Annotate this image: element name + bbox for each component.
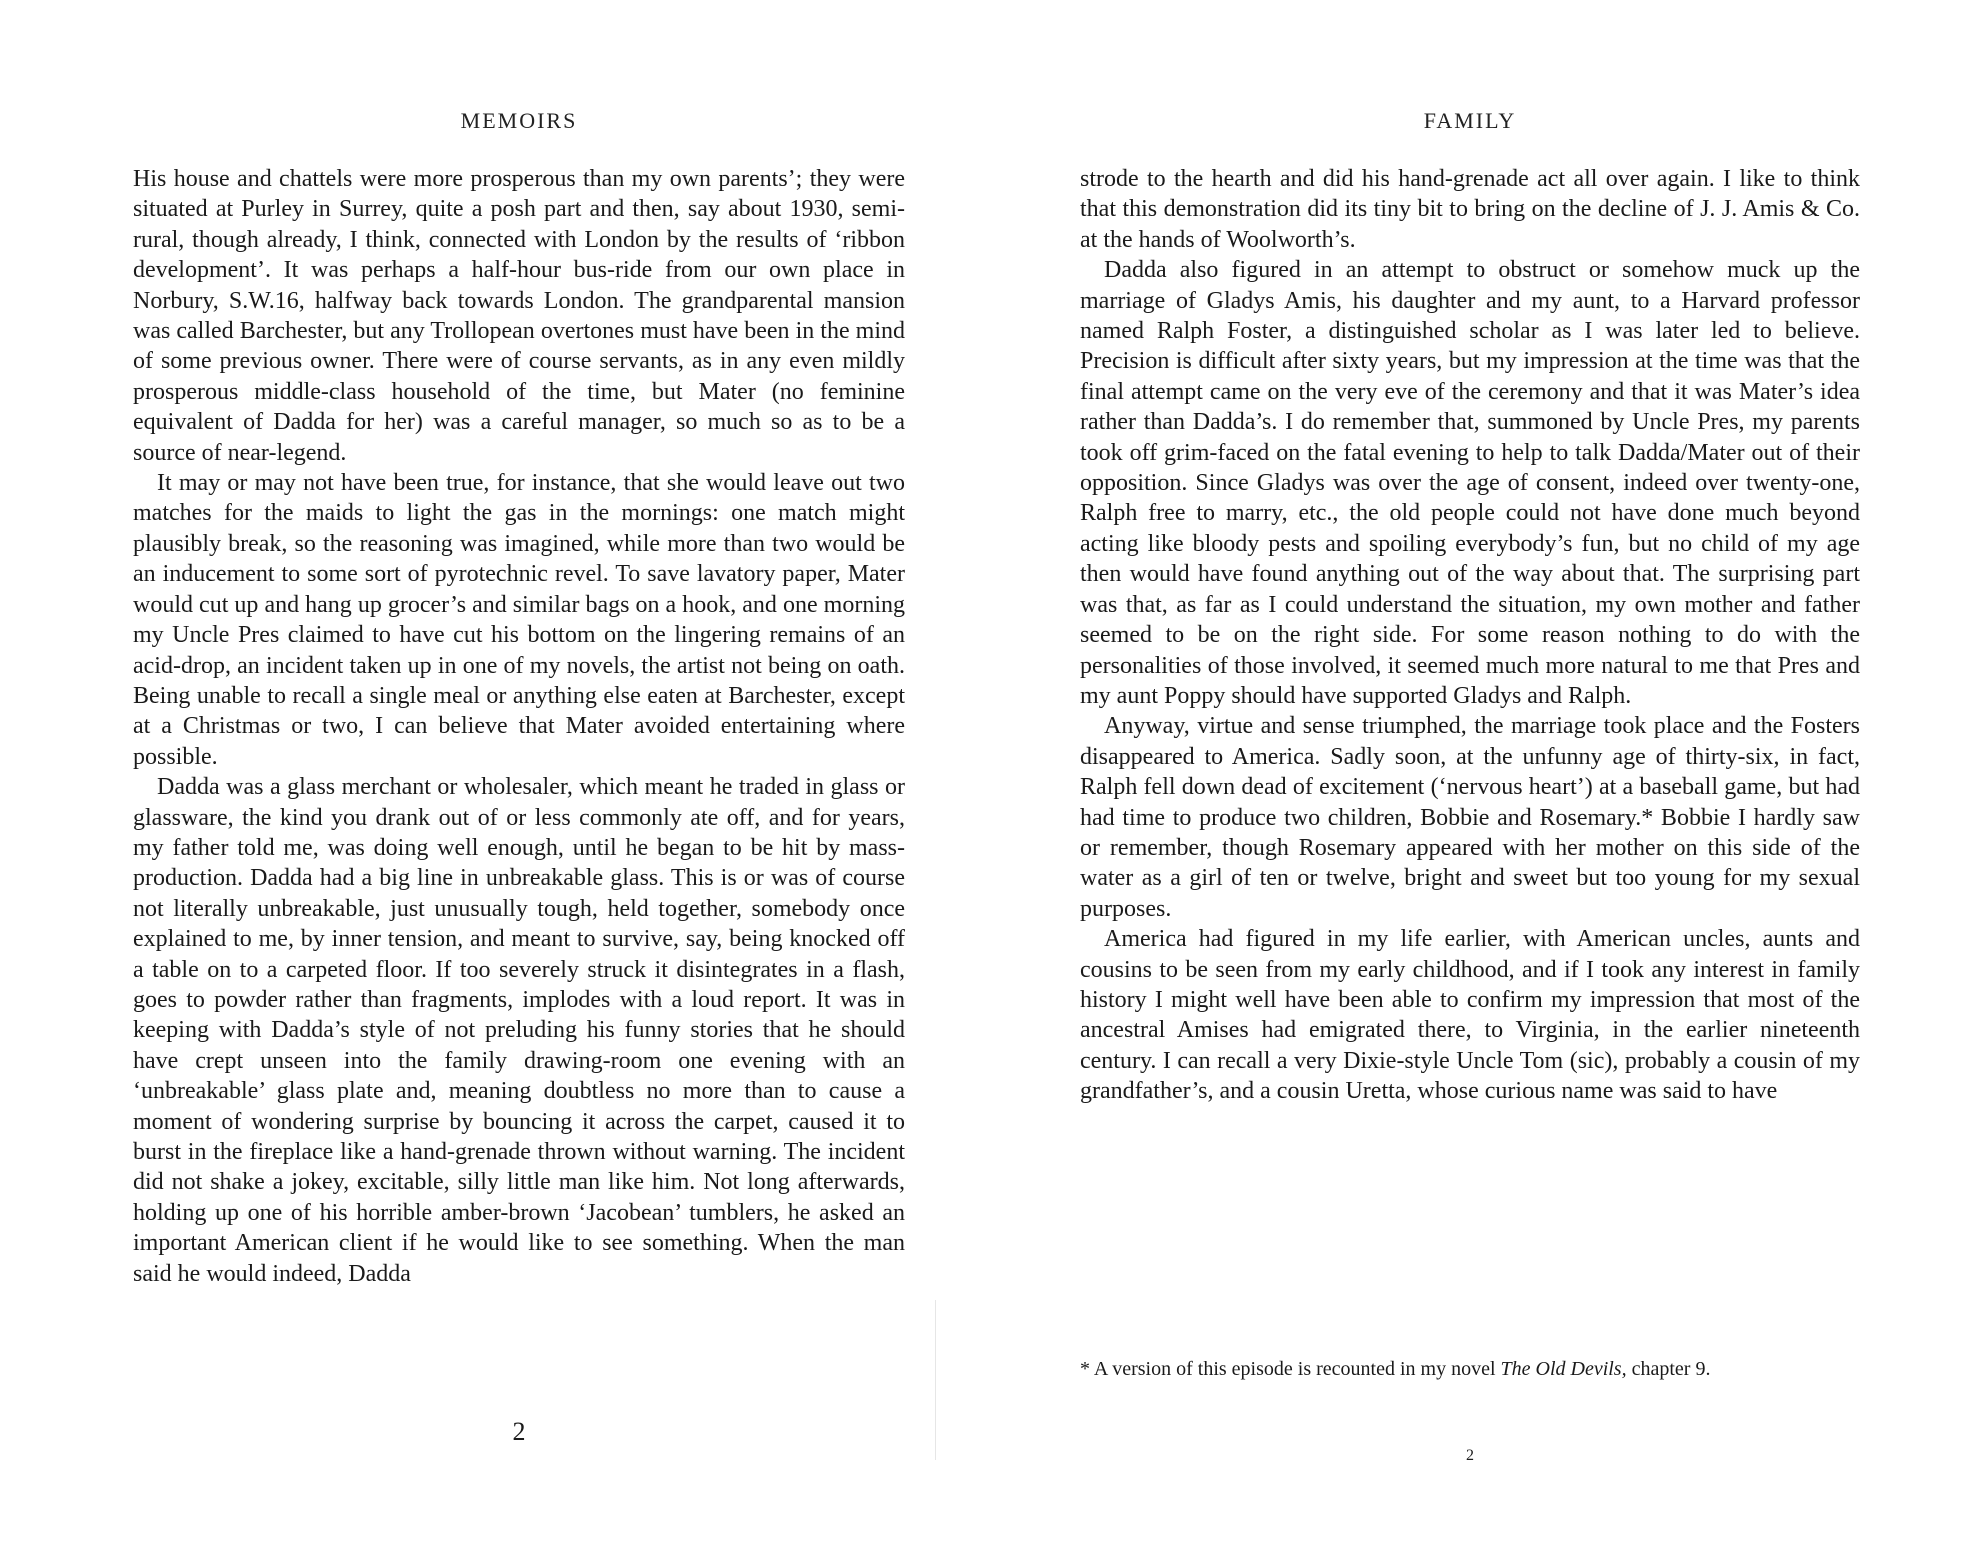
footnote-book-title: The Old Devils, [1500,1358,1627,1380]
paragraph: Anyway, virtue and sense triumphed, the marriage took place and the Fosters disappeared to America. Sadly soon, at the unfunny age of thirty-six, in fact, Ralph fell down dead of excitement (‘nervous heart’) at a baseball game, but had had time to produce two children, Bobbie and Rosemary.* Bobbie I hardly saw or remember, though Rosemary appeared with her mother on this side of the water as a girl of ten or twelve, bright and sweet but too young for my sexual purposes. [1080,713,1860,922]
paragraph: It may or may not have been true, for instance, that she would leave out two matches for the maids to light the gas in the mornings: one match might plausibly break, so the reasoning was imagined, while more than two would be an inducement to some sort of pyrotechnic revel. To save lavatory paper, Mater would cut up and hang up grocer’s and similar bags on a hook, and one morning my Uncle Pres claimed to have cut his bottom on the lingering remains of an acid-drop, an incident taken up in one of my novels, the artist not being on oath. Being unable to recall a single meal or anything else eaten at Barchester, except at a Christmas or two, I can believe that Mater avoided entertaining where possible. [133,470,905,770]
right-page-body [1080,164,1860,1107]
running-head-left: MEMOIRS [460,108,578,133]
right-page [960,0,1963,1541]
page-number-left: 2 [512,1417,526,1446]
paragraph: Dadda was a glass merchant or wholesaler, which meant he traded in glass or glassware, the kind you drank out of or less commonly ate off, and for years, my father told me, was doing well enough, until he began to be hit by mass-production. Dadda had a big line in unbreakable glass. This is or was of course not literally unbreakable, just unusually tough, held together, somebody once explained to me, by inner tension, and meant to survive, say, being knocked off a table on to a carpeted floor. If too severely struck it disintegrates in a flash, goes to powder rather than fragments, implodes with a loud report. It was in keeping with Dadda’s style of not preluding his funny stories that he should have crept unseen into the family drawing-room one evening with an ‘unbreakable’ glass plate and, meaning doubtless no more than to cause a moment of wondering surprise by bouncing it across the carpet, caused it to burst in the fireplace like a hand-grenade thrown without warning. The incident did not shake a jokey, excitable, silly little man like him. Not long afterwards, holding up one of his horrible amber-brown ‘Jacobean’ tumblers, he asked an important American client if he would like to see something. When the man said he would indeed, Dadda [133,774,905,1287]
paragraph: His house and chattels were more prosperous than my own parents’; they were situated at Purley in Surrey, quite a posh part and then, say about 1930, semi-rural, though already, I think, connected with London by the results of ‘ribbon development’. It was perhaps a half-hour bus-ride from our own place in Norbury, S.W.16, halfway back towards London. The grandparental mansion was called Barchester, but any Trollopean overtones must have been in the mind of some previous owner. There were of course servants, as in any even mildly prosperous middle-class household of the time, but Mater (no feminine equivalent of Dadda for her) was a careful manager, so much so as to be a source of near-legend. [133,166,905,466]
left-page [0,0,960,1541]
left-page-body [133,164,905,1289]
running-head-right: FAMILY [1423,108,1517,133]
gutter-line [935,1300,936,1460]
paragraph: America had figured in my life earlier, with American uncles, aunts and cousins to be seen from my early childhood, and if I took any interest in family history I might well have been able to confirm my impression that most of the ancestral Amises had emigrated there, to Virginia, in the earlier nineteenth century. I can recall a very Dixie-style Uncle Tom (sic), probably a cousin of my grandfather’s, and a cousin Uretta, whose curious name was said to have [1080,926,1860,1105]
footnote-text: * A version of this episode is recounted in my novel [1080,1358,1501,1380]
footnote-text-end: chapter 9. [1626,1358,1711,1380]
paragraph: Dadda also figured in an attempt to obstruct or somehow muck up the marriage of Gladys Amis, his daughter and my aunt, to a Harvard professor named Ralph Foster, a distinguished scholar as I was later led to believe. Precision is difficult after sixty years, but my impression at the time was that the final attempt came on the very eve of the ceremony and that it was Mater’s idea rather than Dadda’s. I do remember that, summoned by Uncle Pres, my parents took off grim-faced on the fatal evening to help to talk Dadda/Mater out of their opposition. Since Gladys was over the age of consent, indeed over twenty-one, Ralph free to marry, etc., the old people could not have done much beyond acting like bloody pests and spoiling everybody’s fun, but no child of my age then would have found anything out of the way about that. The surprising part was that, as far as I could understand the situation, my own mother and father seemed to be on the right side. For some reason nothing to do with the personalities of those involved, it seemed much more natural to me that Pres and my aunt Poppy should have supported Gladys and Ralph. [1080,257,1860,709]
footnote [1080,1356,1860,1382]
page-number-right: 2 [1466,1447,1474,1464]
paragraph: strode to the hearth and did his hand-grenade act all over again. I like to think that this demonstration did its tiny bit to bring on the decline of J. J. Amis & Co. at the hands of Woolworth’s. [1080,166,1860,253]
